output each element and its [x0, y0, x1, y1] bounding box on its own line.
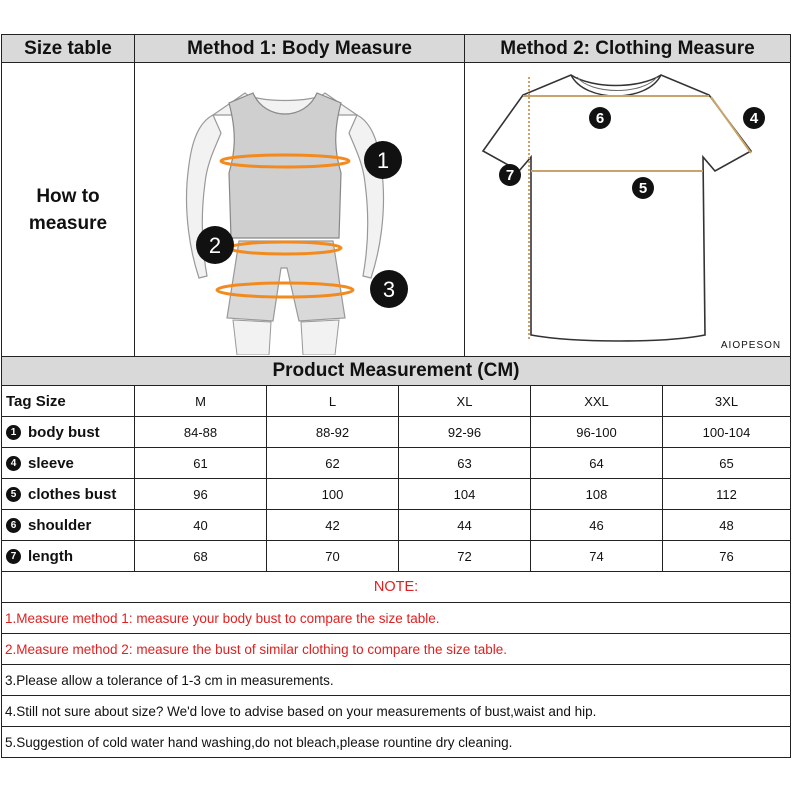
table-cell: 84-88: [134, 417, 266, 447]
marker-1-icon: 1: [6, 425, 21, 440]
tag-size-row: [2, 385, 790, 416]
marker-7-label: 7: [505, 167, 515, 184]
table-cell: 40: [134, 510, 266, 540]
row-label-length: [2, 541, 134, 571]
row-label-text: body bust: [28, 423, 100, 441]
clothing-measure-figure: [464, 62, 790, 356]
table-cell: 104: [398, 479, 530, 509]
size-header-m: M: [134, 386, 266, 416]
method1-header: [134, 35, 464, 62]
table-cell: 108: [530, 479, 662, 509]
marker-4-icon: 4: [6, 456, 21, 471]
table-cell: 88-92: [266, 417, 398, 447]
table-cell: 100: [266, 479, 398, 509]
note-item: 5.Suggestion of cold water hand washing,do not bleach,please rountine dry cleaning.: [2, 726, 790, 757]
note-item: 3.Please allow a tolerance of 1-3 cm in measurements.: [2, 664, 790, 695]
table-cell: 96: [134, 479, 266, 509]
product-measurement-title: Product Measurement (CM): [272, 360, 520, 381]
table-cell: 76: [662, 541, 790, 571]
size-header-xl: XL: [398, 386, 530, 416]
table-row: [2, 509, 790, 540]
note-item: 1.Measure method 1: measure your body bust to compare the size table.: [2, 602, 790, 633]
method2-header: [464, 35, 790, 62]
table-cell: 100-104: [662, 417, 790, 447]
table-cell: 65: [662, 448, 790, 478]
marker-6-icon: 6: [6, 518, 21, 533]
marker-7-icon: 7: [6, 549, 21, 564]
table-row: [2, 447, 790, 478]
marker-3-label: 3: [382, 277, 396, 302]
size-header-xxl: XXL: [530, 386, 662, 416]
table-cell: 92-96: [398, 417, 530, 447]
table-cell: 61: [134, 448, 266, 478]
marker-5-label: 5: [638, 180, 648, 197]
table-cell: 44: [398, 510, 530, 540]
brand-logo-text: AIOPESON: [720, 340, 782, 351]
row-label-sleeve: [2, 448, 134, 478]
marker-6-label: 6: [595, 110, 605, 127]
row-label-clothes-bust: [2, 479, 134, 509]
size-table-header: [2, 35, 134, 62]
note-title: NOTE:: [2, 571, 790, 602]
row-label-shoulder: [2, 510, 134, 540]
marker-1-label: 1: [376, 148, 390, 173]
table-cell: 46: [530, 510, 662, 540]
table-row: [2, 478, 790, 509]
body-illustration: [135, 63, 463, 355]
table-row: [2, 416, 790, 447]
table-row: [2, 540, 790, 571]
table-cell: 42: [266, 510, 398, 540]
size-chart-frame: [1, 34, 791, 758]
row-label-text: sleeve: [28, 454, 74, 472]
table-cell: 70: [266, 541, 398, 571]
size-header-l: L: [266, 386, 398, 416]
method2-title: Method 2: Clothing Measure: [500, 37, 755, 59]
table-cell: 68: [134, 541, 266, 571]
table-cell: 112: [662, 479, 790, 509]
table-cell: 48: [662, 510, 790, 540]
note-item: 2.Measure method 2: measure the bust of similar clothing to compare the size table.: [2, 633, 790, 664]
size-table-title: Size table: [24, 37, 112, 59]
row-label-body-bust: [2, 417, 134, 447]
table-cell: 63: [398, 448, 530, 478]
table-cell: 64: [530, 448, 662, 478]
marker-2-label: 2: [208, 233, 222, 258]
marker-4-label: 4: [749, 110, 759, 127]
how-to-measure-label: [2, 62, 134, 356]
row-label-text: shoulder: [28, 516, 92, 534]
row-label-text: clothes bust: [28, 485, 117, 503]
note-item: 4.Still not sure about size? We'd love to advise based on your measurements of bust,waist and hip.: [2, 695, 790, 726]
table-cell: 72: [398, 541, 530, 571]
table-cell: 62: [266, 448, 398, 478]
row-label-text: length: [28, 547, 73, 565]
tshirt-illustration: [465, 63, 789, 355]
method1-title: Method 1: Body Measure: [187, 37, 412, 59]
how-to-line1: How to: [36, 185, 100, 207]
table-cell: 74: [530, 541, 662, 571]
how-to-line2: measure: [28, 212, 108, 234]
marker-5-icon: 5: [6, 487, 21, 502]
product-measurement-header: [2, 356, 790, 385]
body-measure-figure: [134, 62, 464, 356]
size-header-3xl: 3XL: [662, 386, 790, 416]
table-cell: 96-100: [530, 417, 662, 447]
tshirt-shape: [483, 75, 751, 341]
tag-size-label: Tag Size: [6, 392, 66, 410]
